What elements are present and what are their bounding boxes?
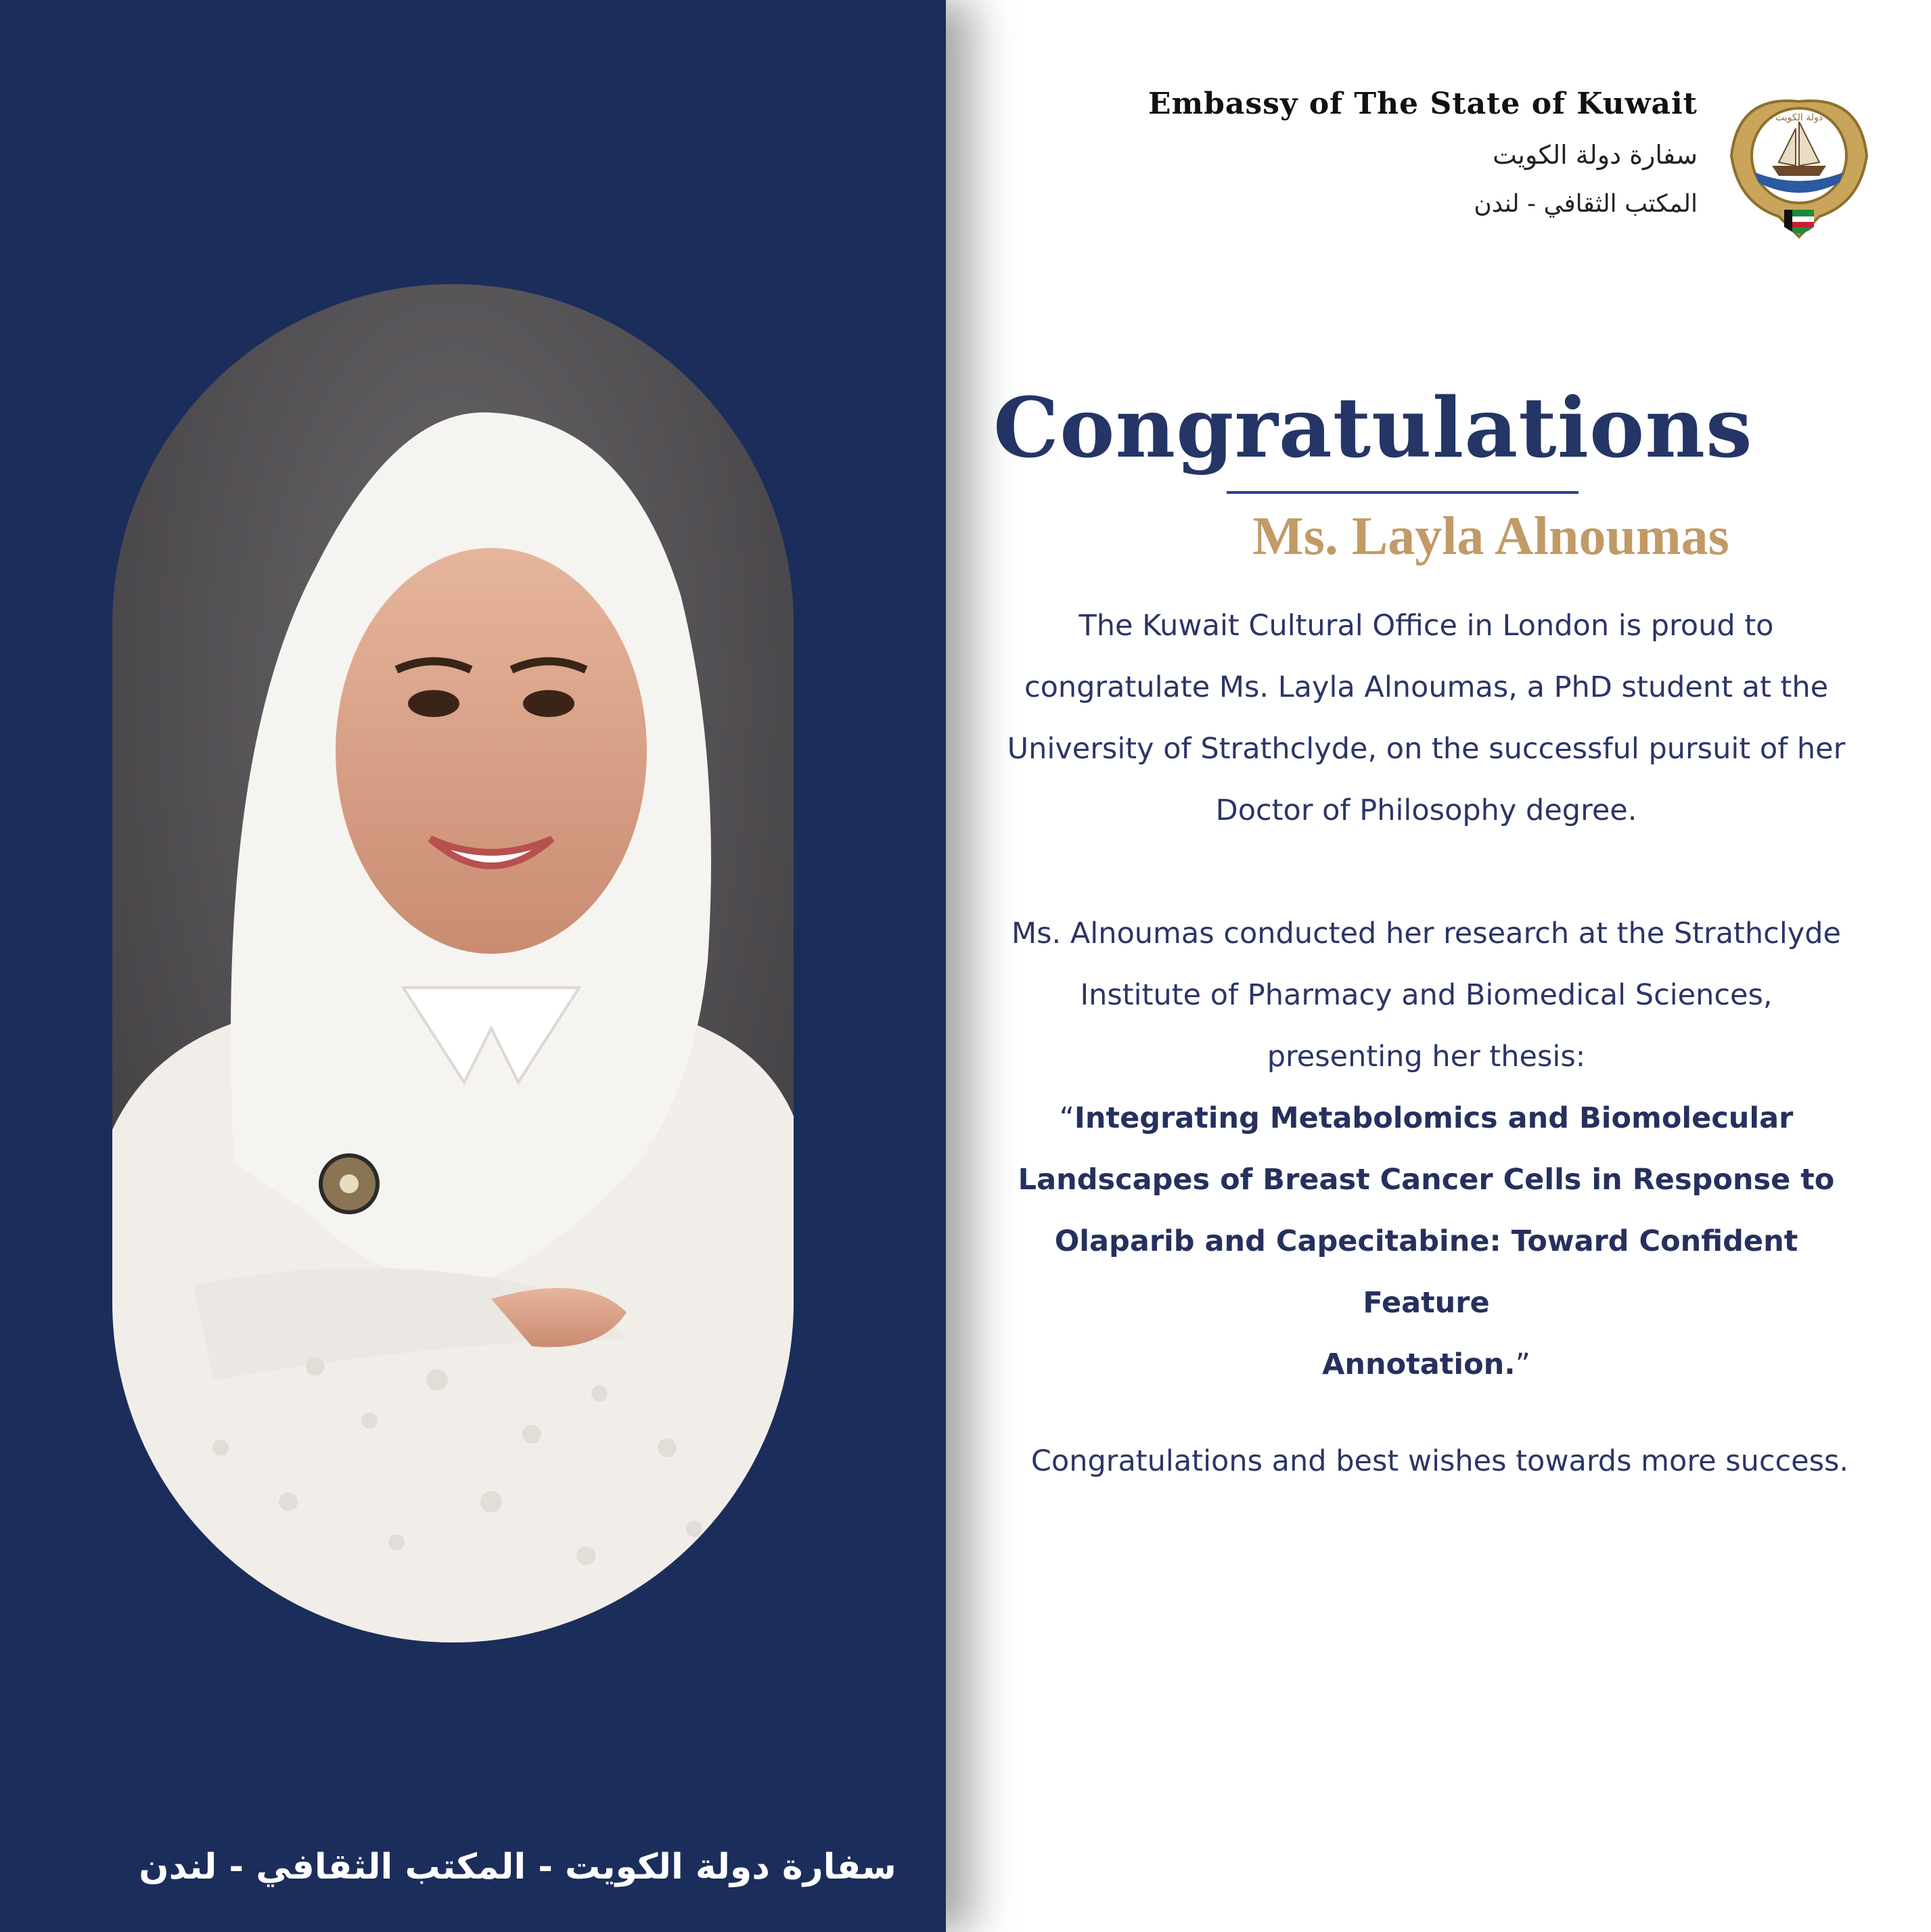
kuwait-emblem-icon	[1725, 81, 1873, 244]
body-line: Institute of Pharmacy and Biomedical Sciences,	[1080, 978, 1773, 1012]
recipient-name	[946, 506, 1931, 568]
title-divider	[1227, 491, 1578, 494]
thesis-text: Annotation.	[1322, 1348, 1516, 1381]
body-line: The Kuwait Cultural Office in London is proud to	[1078, 609, 1774, 643]
body-line: Doctor of Philosophy degree.	[1215, 794, 1637, 827]
page-title: Congratulations	[993, 379, 1753, 476]
bottom-arabic-caption	[0, 1847, 920, 1887]
embassy-name-en: Embassy of The State of Kuwait	[1148, 87, 1698, 121]
cultural-office-ar: المكتب الثقافي - لندن	[1474, 190, 1698, 218]
portrait-photo	[112, 284, 794, 1642]
header-block	[1089, 87, 1698, 218]
thesis-line: Landscapes of Breast Cancer Cells in Response to	[1018, 1163, 1835, 1197]
thesis-close-quote: ”	[1515, 1348, 1530, 1381]
paragraph-spacer	[986, 842, 1866, 903]
body-line: presenting her thesis:	[1267, 1040, 1586, 1074]
thesis-open-quote: “	[1059, 1101, 1074, 1135]
thesis-line	[986, 1088, 1866, 1149]
body-line: congratulate Ms. Layla Alnoumas, a PhD student at the	[1024, 670, 1829, 704]
thesis-line	[986, 1334, 1866, 1396]
portrait-illustration	[112, 284, 794, 1642]
embassy-name-ar: سفارة دولة الكويت	[1493, 140, 1698, 170]
left-panel	[0, 0, 946, 1932]
body-line: University of Strathclyde, on the successful pursuit of her	[1007, 732, 1846, 766]
thesis-line: Olaparib and Capecitabine: Toward Confident Feature	[1054, 1224, 1798, 1320]
bottom-arabic-text: سفارة دولة الكويت - المكتب الثقافي - لندن	[139, 1847, 896, 1887]
closing-message: Congratulations and best wishes towards more success.	[1030, 1444, 1849, 1478]
body-line: Ms. Alnoumas conducted her research at the Strathclyde	[1012, 917, 1841, 950]
thesis-text: Integrating Metabolomics and Biomolecular	[1074, 1101, 1794, 1135]
emblem-caption: دولة الكويت	[1775, 112, 1823, 123]
announcement-body	[986, 595, 1866, 1396]
recipient-name-text: Ms. Layla Alnoumas	[1252, 507, 1729, 566]
right-card	[946, 0, 1931, 1932]
